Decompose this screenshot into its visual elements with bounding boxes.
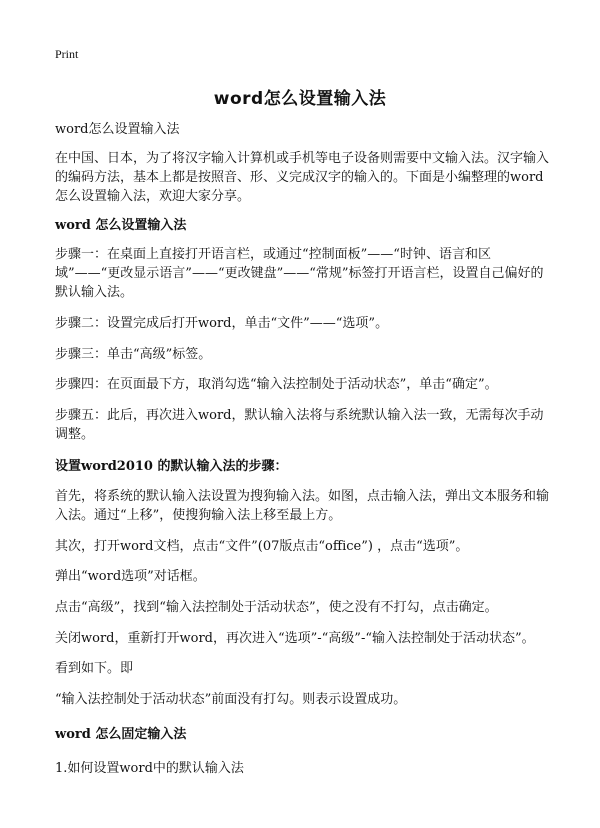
section-heading-3: word 怎么固定输入法: [55, 727, 187, 742]
step-2: 步骤二：设置完成后打开word，单击“文件”——“选项”。: [55, 316, 389, 331]
paragraph-1: 首先，将系统的默认输入法设置为搜狗输入法。如图，点击输入法，弹出文本服务和输入法。通过“上移”，使搜狗输入法上移至最上方。: [55, 489, 550, 523]
intro-paragraph: 在中国、日本，为了将汉字输入计算机或手机等电子设备则需要中文输入法。汉字输入的编码方法，基本上都是按照音、形、义完成汉字的输入的。下面是小编整理的word怎么设置输入法，欢迎大家分享。: [55, 151, 550, 204]
step-5: 步骤五：此后，再次进入word，默认输入法将与系统默认输入法一致，无需每次手动调整。: [55, 408, 544, 442]
paragraph-3: 弹出“word选项”对话框。: [55, 569, 206, 584]
subtitle: word怎么设置输入法: [55, 122, 180, 137]
step-3: 步骤三：单击“高级”标签。: [55, 347, 212, 362]
section-heading-2: 设置word2010 的默认输入法的步骤：: [55, 459, 288, 474]
list-item: 1.如何设置word中的默认输入法: [55, 761, 244, 776]
paragraph-5: 关闭word，重新打开word，再次进入“选项”-“高级”-“输入法控制处于活动状态”。: [55, 631, 535, 646]
step-1: 步骤一：在桌面上直接打开语言栏，或通过“控制面板”——“时钟、语言和区域”——“更改显示语言”——“更改键盘”——“常规”标签打开语言栏，设置自己偏好的默认输入法。: [55, 247, 544, 300]
paragraph-6: 看到如下。即: [55, 661, 134, 676]
paragraph-7: “输入法控制处于活动状态”前面没有打勾。则表示设置成功。: [55, 692, 407, 707]
paragraph-4: 点击“高级”，找到“输入法控制处于活动状态”，使之没有不打勾，点击确定。: [55, 600, 498, 615]
page-title: word怎么设置输入法: [213, 89, 387, 109]
section-heading-1: word 怎么设置输入法: [55, 218, 187, 233]
print-label: Print: [55, 47, 79, 61]
step-4: 步骤四：在页面最下方，取消勾选“输入法控制处于活动状态”，单击“确定”。: [55, 377, 498, 392]
paragraph-2: 其次，打开word文档，点击“文件”(07版点击“office”) ，点击“选项”。: [55, 539, 469, 554]
